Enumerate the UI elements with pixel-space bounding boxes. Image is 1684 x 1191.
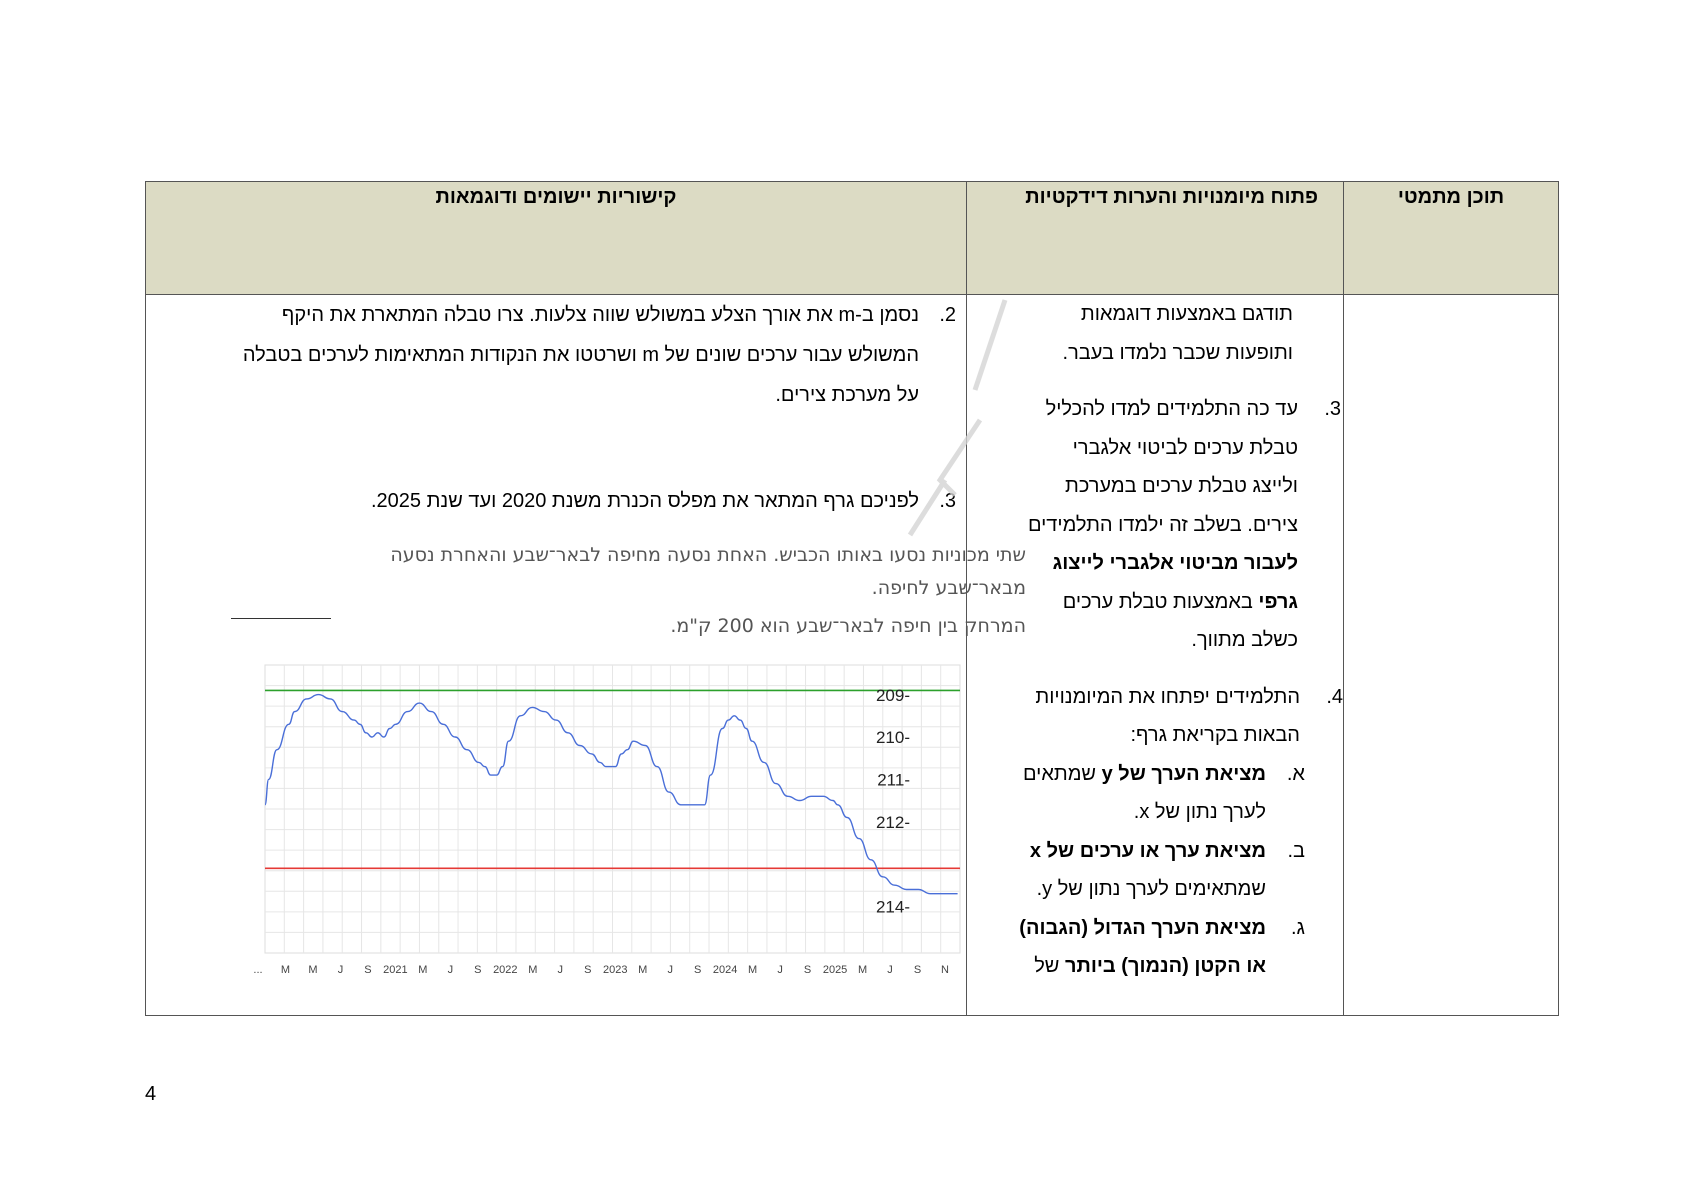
x-tick-label: N: [941, 964, 949, 976]
scan-line: מבאר־שבע לחיפה.: [871, 577, 1026, 599]
list-letter: א.: [1286, 762, 1305, 785]
text-line-bold: מציאת ערך או ערכים של x: [1029, 839, 1266, 862]
x-tick-label: M: [857, 964, 868, 976]
x-tick-label: M: [638, 964, 648, 976]
text-span: באמצעות טבלת ערכים: [1062, 590, 1259, 613]
text-line: המשולש עבור ערכים שונים של m ושרטטו את הנקודות המתאימות לערכים בטבלה: [242, 344, 919, 366]
x-tick-label: J: [777, 964, 783, 976]
text-line: על מערכת צירים.: [775, 384, 919, 406]
chart-grid: [265, 665, 960, 953]
app-item-3: [371, 481, 956, 521]
x-tick-label: 2021: [383, 964, 408, 976]
skills-intro-line: תודגם באמצעות דוגמאות: [1080, 303, 1293, 325]
x-tick-label: S: [584, 964, 592, 976]
divider-line: [231, 618, 331, 619]
scan-line: שתי מכוניות נסעו באותו הכביש. האחת נסעה מחיפה לבאר־שבע והאחרת נסעה: [390, 544, 1026, 566]
list-letter: ב.: [1287, 839, 1305, 862]
x-tick-label: J: [447, 964, 454, 976]
curriculum-table: [145, 181, 1559, 1016]
text-line: לערך נתון של x.: [1133, 801, 1266, 823]
list-letter: ג.: [1290, 916, 1305, 939]
text-line-bold: לעבור מביטוי אלגברי לייצוג: [1052, 552, 1298, 574]
text-line: כשלב מתווך.: [1191, 629, 1298, 651]
list-number: 3.: [1324, 398, 1341, 420]
list-number: 3.: [939, 490, 956, 512]
bold-text: או הקטן (הנמוך) ביותר: [1064, 955, 1266, 977]
x-tick-label: 2023: [602, 964, 628, 976]
y-tick-label: -212: [875, 812, 910, 832]
text-line: התלמידים יפתחו את המיומנויות: [1035, 685, 1300, 708]
scan-line: המרחק בין חיפה לבאר־שבע הוא 200 ק"מ.: [670, 615, 1026, 637]
list-number: 2.: [939, 304, 956, 326]
applications-cell: [146, 295, 1026, 1016]
chart-x-ticks: [253, 964, 949, 976]
list-number: 4.: [1326, 685, 1343, 708]
text-line: טבלת ערכים לביטוי אלגברי: [1072, 436, 1298, 459]
x-tick-label: J: [337, 964, 344, 976]
text-span: שמתאים: [1022, 762, 1102, 785]
x-tick-label: S: [694, 964, 702, 976]
header-applications: קישוריות יישומים ודוגמאות: [146, 182, 967, 295]
x-tick-label: S: [803, 964, 812, 976]
text-line: ולייצג טבלת ערכים במערכת: [1065, 475, 1298, 497]
text-line: הבאות בקריאת גרף:: [1130, 724, 1300, 746]
scanned-text-fragment: [246, 535, 1126, 675]
header-row: [146, 182, 1559, 295]
x-tick-label: S: [364, 964, 372, 976]
x-tick-label: M: [418, 964, 428, 976]
x-tick-label: J: [557, 964, 564, 976]
x-tick-label: ...: [253, 964, 263, 976]
y-tick-label: -214: [875, 897, 910, 917]
text-line: צירים. בשלב זה ילמדו התלמידים: [1027, 513, 1298, 536]
math-content-cell: [1344, 295, 1559, 1016]
x-tick-label: 2025: [822, 964, 848, 976]
x-tick-label: S: [474, 964, 482, 976]
x-tick-label: S: [913, 964, 922, 976]
page-number: 4: [145, 1083, 157, 1105]
x-tick-label: M: [748, 964, 758, 976]
y-tick-label: -211: [877, 770, 910, 790]
text-line-bold: מציאת הערך הגדול (הגבוה): [1019, 916, 1266, 939]
bold-text: גרפי: [1258, 590, 1298, 613]
skills-intro-line: ותופעות שכבר נלמדו בעבר.: [1062, 341, 1293, 364]
text-line: לפניכם גרף המתאר את מפלס הכנרת משנת 2020 ועד שנת 2025.: [370, 490, 919, 512]
text-line: שמתאימים לערך נתון של y.: [1036, 878, 1266, 900]
x-tick-label: M: [528, 964, 538, 976]
body-row: [146, 295, 1559, 1016]
text-line: נסמן ב-m את אורך הצלע במשולש שווה צלעות. צרו טבלה המתארת את היקף: [281, 304, 919, 326]
x-tick-label: 2024: [712, 964, 738, 976]
x-tick-label: M: [280, 964, 291, 976]
header-math-content: תוכן מתמטי: [1344, 182, 1559, 295]
app-item-2: [243, 295, 956, 415]
y-tick-label: -210: [875, 728, 910, 748]
y-tick-label: -209: [875, 685, 910, 705]
text-line: עד כה התלמידים למדו להכליל: [1045, 398, 1298, 420]
text-span: של: [1034, 955, 1065, 977]
kinneret-level-chart: [249, 657, 1119, 977]
header-skills: פתוח מיומנויות והערות דידקטיות: [967, 182, 1344, 295]
x-tick-label: M: [308, 964, 318, 976]
x-tick-label: 2022: [493, 964, 518, 976]
x-tick-label: J: [887, 964, 893, 976]
x-tick-label: J: [667, 964, 673, 976]
bold-text: מציאת הערך של y: [1101, 762, 1266, 785]
